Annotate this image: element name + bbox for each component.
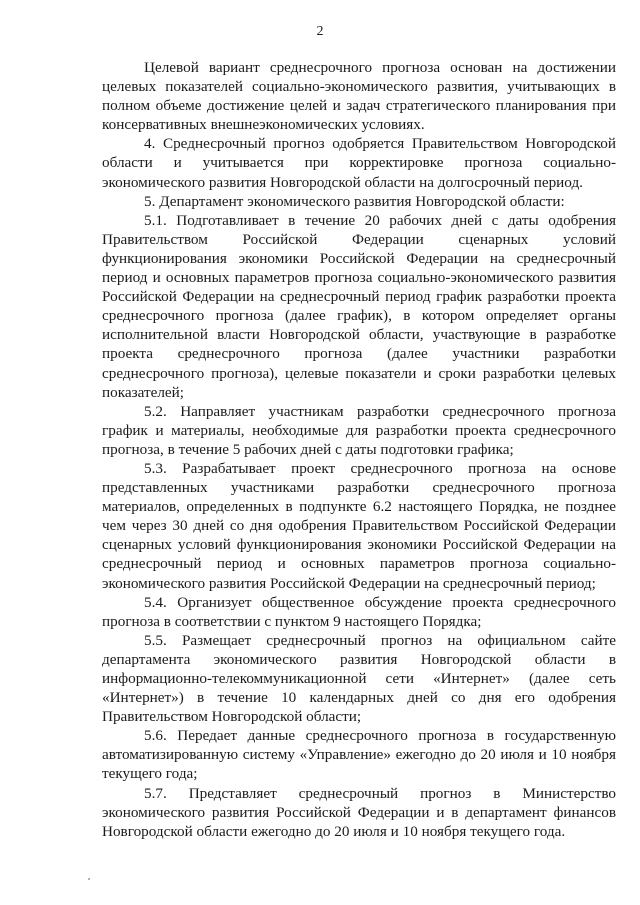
paragraph-item-5-2: 5.2. Направляет участникам разработки среднесрочного прогноза график и материалы, необходимые для разработки проекта среднесрочного прогноза, в течение 5 рабочих дней с даты подготовки графика;	[102, 402, 616, 458]
paragraph-item-5-3: 5.3. Разрабатывает проект среднесрочного прогноза на основе представленных участниками разработки среднесрочного прогноза материалов, определенных в подпункте 6.2 настоящего Порядка, не позднее чем через 30 дней со дня одобрения Правительством Российской Федерации сценарных условий функционирования экономики Российской Федерации на среднесрочный период и основных параметров прогноза социально-экономического развития Российской Федерации на среднесрочный период;	[102, 459, 616, 592]
paragraph-item-4: 4. Среднесрочный прогноз одобряется Правительством Новгородской области и учитывается при корректировке прогноза социально-экономического развития Новгородской области на долгосрочный период.	[102, 135, 616, 191]
paragraph-item-5-1: 5.1. Подготавливает в течение 20 рабочих дней с даты одобрения Правительством Российской Федерации сценарных условий функционирования экономики Российской Федерации на среднесрочный период и основных параметров прогноза социально-экономического развития Российской Федерации на среднесрочный период график разработки проекта среднесрочного прогноза (далее график), в котором определяет органы исполнительной власти Новгородской области, участвующие в разработке проекта среднесрочного прогноза (далее участники разработки среднесрочного прогноза), целевые показатели и сроки разработки целевых показателей;	[102, 211, 616, 401]
document-body	[102, 58, 616, 841]
scan-speck	[88, 878, 90, 880]
paragraph-item-5-7: 5.7. Представляет среднесрочный прогноз в Министерство экономического развития Российской Федерации и в департамент финансов Новгородской области ежегодно до 20 июля и 10 ноября текущего года.	[102, 784, 616, 840]
paragraph-target-variant: Целевой вариант среднесрочного прогноза основан на достижении целевых показателей социально-экономического развития, учитывающих в полном объеме достижение целей и задач стратегического планирования при консервативных внешнеэкономических условиях.	[102, 59, 616, 134]
paragraph-item-5-4: 5.4. Организует общественное обсуждение проекта среднесрочного прогноза в соответствии с пунктом 9 настоящего Порядка;	[102, 593, 616, 630]
page-number: 2	[316, 24, 324, 39]
paragraph-item-5-5: 5.5. Размещает среднесрочный прогноз на официальном сайте департамента экономического развития Новгородской области в информационно-телекоммуникационной сети «Интернет» (далее сеть «Интернет») в течение 10 календарных дней со дня его одобрения Правительством Новгородской области;	[102, 631, 616, 726]
paragraph-item-5: 5. Департамент экономического развития Новгородской области:	[144, 192, 565, 210]
paragraph-item-5-6: 5.6. Передает данные среднесрочного прогноза в государственную автоматизированную систему «Управление» ежегодно до 20 июля и 10 ноября текущего года;	[102, 727, 616, 783]
